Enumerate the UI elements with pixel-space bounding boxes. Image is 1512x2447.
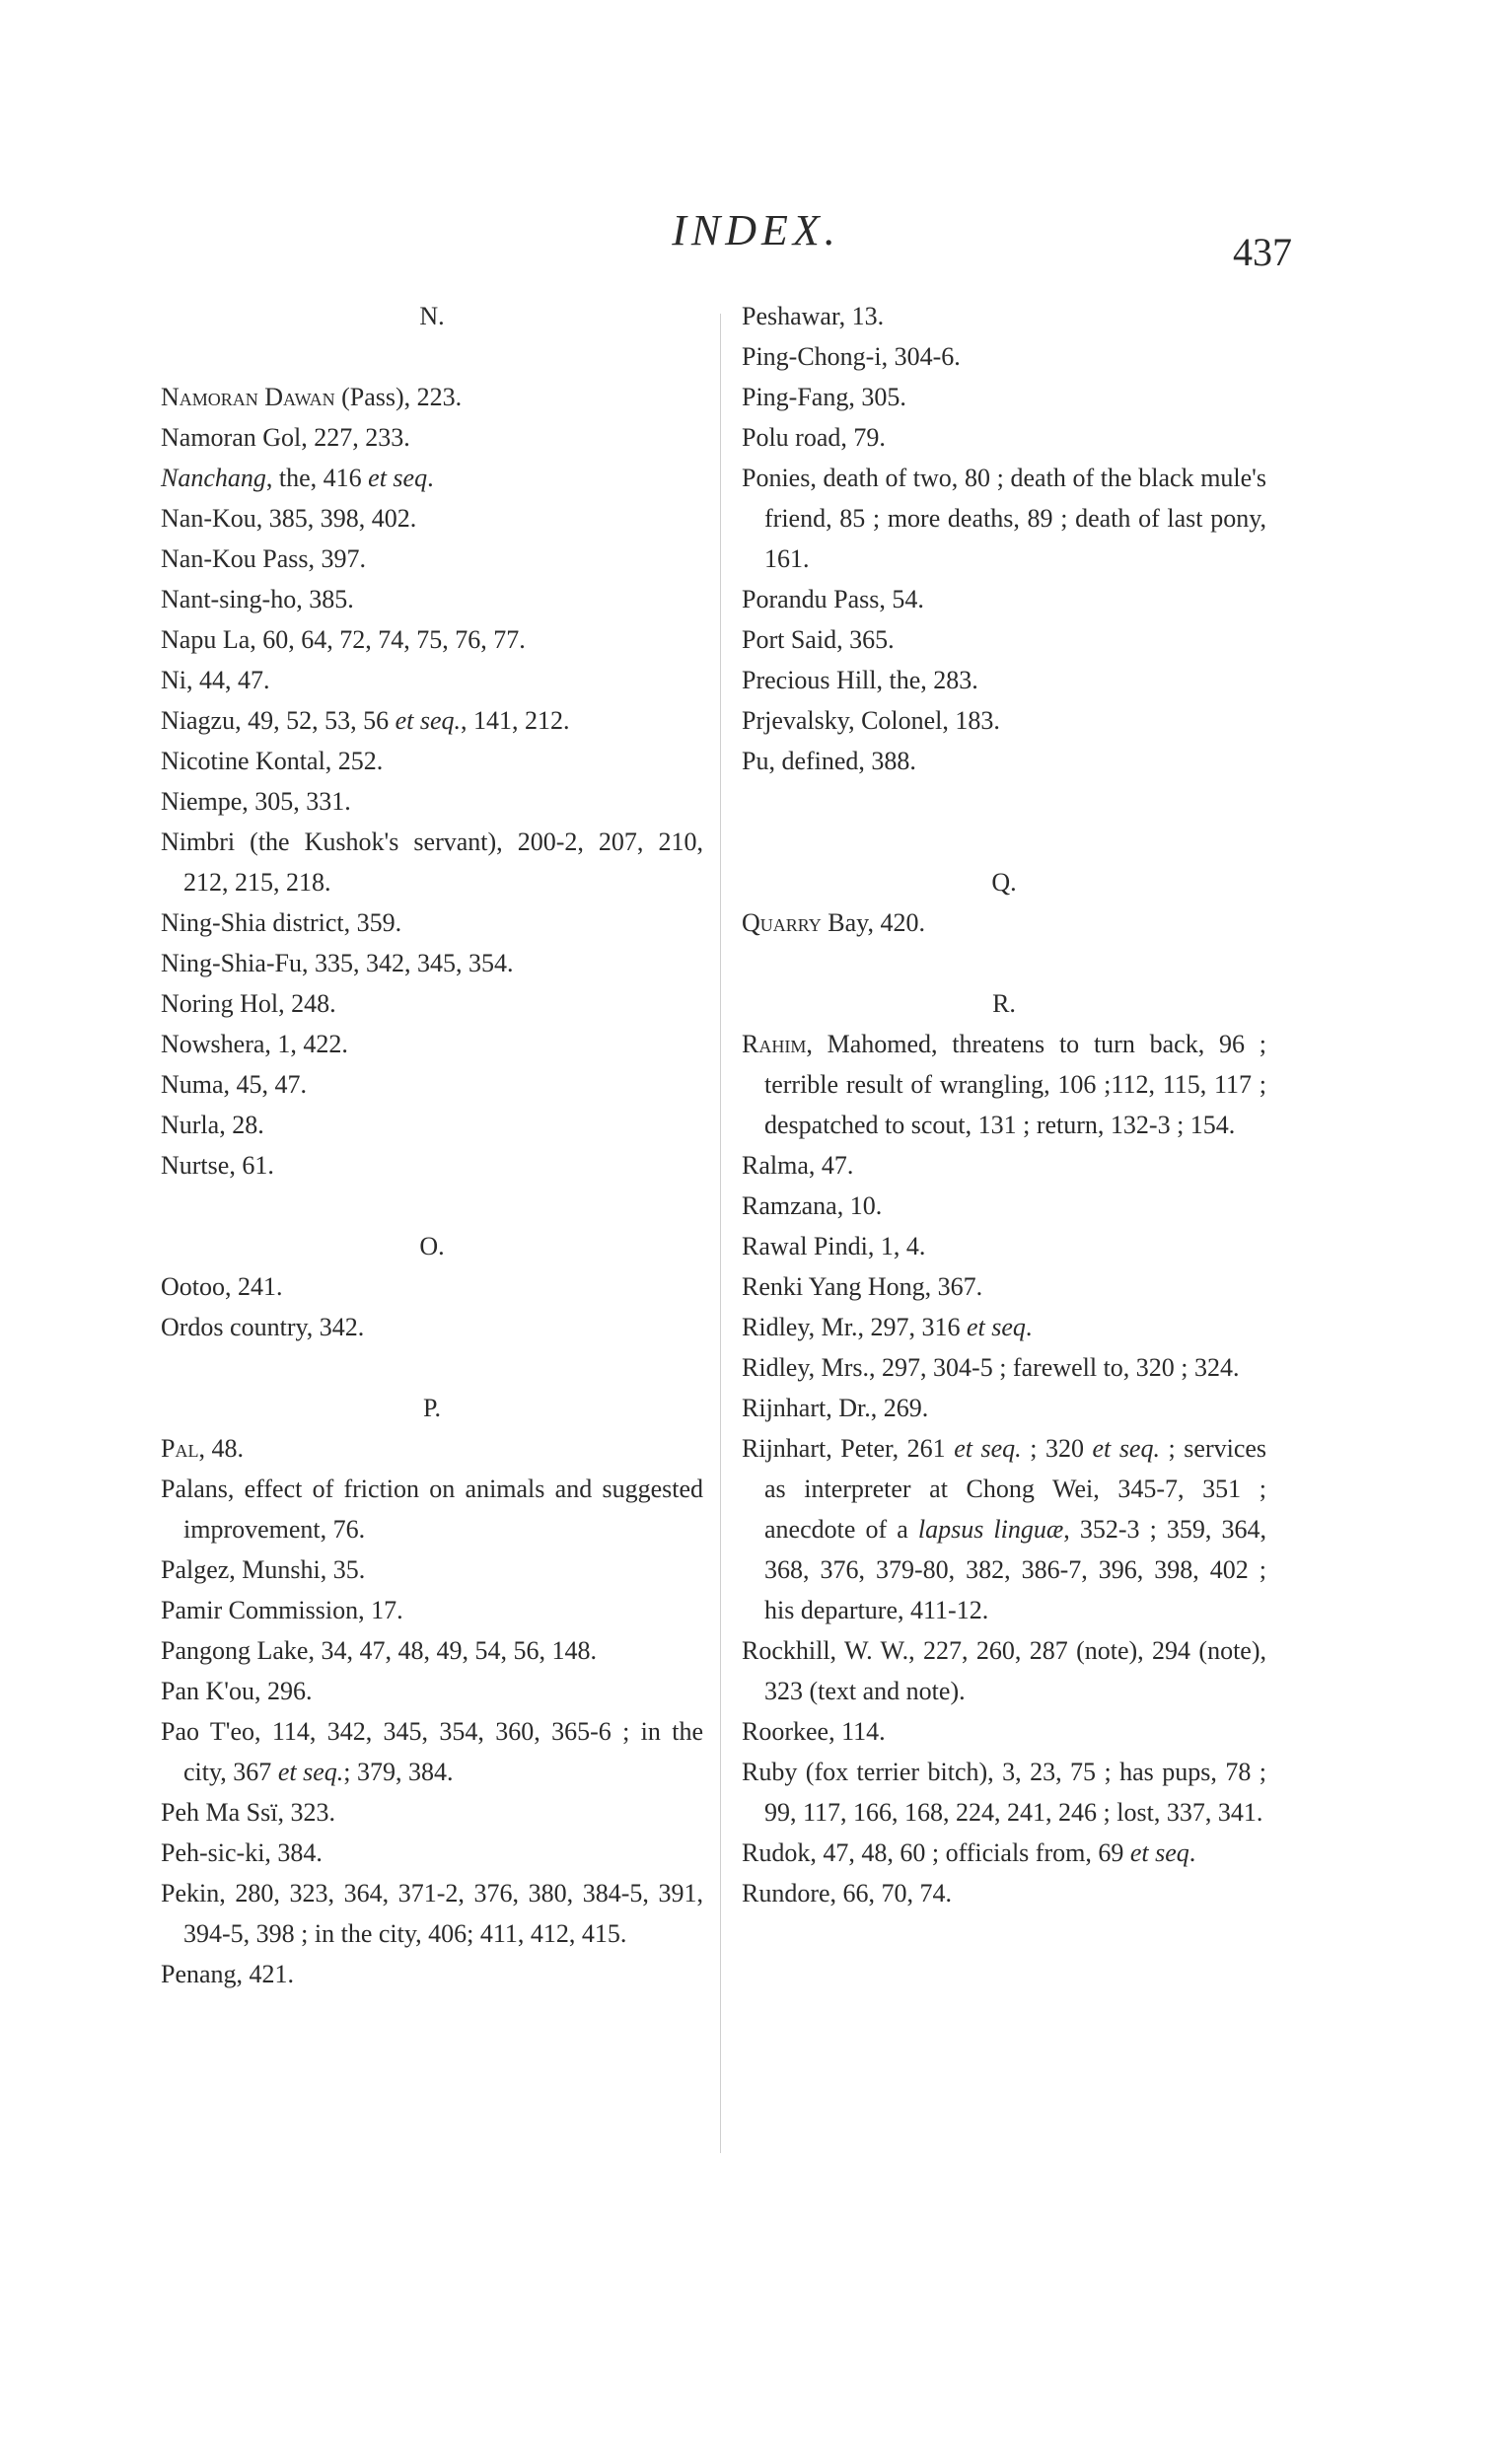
index-entry: Niagzu, 49, 52, 53, 56 et seq., 141, 212. [161, 706, 570, 735]
index-entry: Ridley, Mr., 297, 316 et seq. [742, 1313, 1033, 1341]
index-entry: Napu La, 60, 64, 72, 74, 75, 76, 77. [161, 625, 526, 654]
index-entry: Ridley, Mrs., 297, 304-5 ; farewell to, 320 ; 324. [742, 1353, 1240, 1382]
index-entry: Ping-Fang, 305. [742, 383, 906, 411]
index-entry: Ralma, 47. [742, 1151, 854, 1180]
index-entry: Nurtse, 61. [161, 1151, 274, 1180]
index-entry: Penang, 421. [161, 1960, 295, 1988]
index-entry: Rockhill, W. W., 227, 260, 287 (note), 294 (note), 323 (text and note). [742, 1636, 1266, 1705]
index-entry: Nanchang, the, 416 et seq. [161, 464, 434, 492]
left-column [161, 296, 703, 1994]
index-entry: Palgez, Munshi, 35. [161, 1555, 366, 1584]
right-column [742, 296, 1266, 1913]
section-heading-n: N. [419, 302, 445, 330]
index-entry: Pamir Commission, 17. [161, 1596, 403, 1624]
column-divider [720, 314, 721, 2153]
index-entry: Peh-sic-ki, 384. [161, 1838, 323, 1867]
index-entry: Peh Ma Ssï, 323. [161, 1798, 335, 1827]
index-entry: Quarry Bay, 420. [742, 908, 925, 937]
index-entry: Renki Yang Hong, 367. [742, 1272, 983, 1301]
index-entry: Nimbri (the Kushok's servant), 200-2, 207, 210, 212, 215, 218. [161, 828, 703, 897]
index-entry: Rijnhart, Peter, 261 et seq. ; 320 et seq. ; services as interpreter at Chong Wei, 345-7, 351 ; anecdote of a lapsus linguæ, 352-3 ; 359, 364, 368, 376, 379-80, 382, 386-7, 396, 398, 402 ; his departure, 411-12. [742, 1434, 1267, 1624]
index-entry: Rahim, Mahomed, threatens to turn back, 96 ; terrible result of wrangling, 106 ;112, 115, 117 ; despatched to scout, 131 ; return, 132-3 ; 154. [742, 1030, 1266, 1139]
page-number: 437 [1233, 230, 1292, 274]
index-entry: Ootoo, 241. [161, 1272, 283, 1301]
index-entry: Precious Hill, the, 283. [742, 666, 978, 694]
index-entry: Ning-Shia-Fu, 335, 342, 345, 354. [161, 949, 514, 977]
index-entry: Noring Hol, 248. [161, 989, 336, 1018]
index-entry: Niempe, 305, 331. [161, 787, 351, 816]
index-entry: Rudok, 47, 48, 60 ; officials from, 69 et seq. [742, 1838, 1196, 1867]
index-entry: Ning-Shia district, 359. [161, 908, 402, 937]
index-entry: Nowshera, 1, 422. [161, 1030, 348, 1058]
index-entry: Ni, 44, 47. [161, 666, 270, 694]
section-heading-q: Q. [991, 868, 1017, 897]
index-entry: Pao T'eo, 114, 342, 345, 354, 360, 365-6 ; in the city, 367 et seq.; 379, 384. [161, 1717, 703, 1786]
index-entry: Ramzana, 10. [742, 1191, 883, 1220]
index-entry: Palans, effect of friction on animals and suggested improvement, 76. [161, 1475, 703, 1544]
section-heading-r: R. [992, 989, 1016, 1018]
index-entry: Port Said, 365. [742, 625, 895, 654]
index-entry: Nant-sing-ho, 385. [161, 585, 354, 613]
index-entry: Nan-Kou Pass, 397. [161, 544, 366, 573]
index-entry: Ponies, death of two, 80 ; death of the black mule's friend, 85 ; more deaths, 89 ; death of last pony, 161. [742, 464, 1266, 573]
index-entry: Rundore, 66, 70, 74. [742, 1879, 953, 1907]
index-entry: Namoran Gol, 227, 233. [161, 423, 410, 452]
index-entry: Polu road, 79. [742, 423, 886, 452]
index-entry: Prjevalsky, Colonel, 183. [742, 706, 1000, 735]
index-entry: Nicotine Kontal, 252. [161, 747, 384, 775]
index-entry: Rawal Pindi, 1, 4. [742, 1232, 926, 1260]
page-title: INDEX. [672, 206, 840, 254]
index-entry: Peshawar, 13. [742, 302, 885, 330]
index-entry: Ping-Chong-i, 304-6. [742, 342, 961, 371]
index-entry: Nan-Kou, 385, 398, 402. [161, 504, 417, 533]
index-entry: Pu, defined, 388. [742, 747, 916, 775]
index-entry: Ruby (fox terrier bitch), 3, 23, 75 ; has pups, 78 ; 99, 117, 166, 168, 224, 241, 246 ; lost, 337, 341. [742, 1758, 1266, 1827]
index-entry: Pangong Lake, 34, 47, 48, 49, 54, 56, 148. [161, 1636, 597, 1665]
index-entry: Ordos country, 342. [161, 1313, 365, 1341]
index-entry: Roorkee, 114. [742, 1717, 886, 1746]
index-entry: Namoran Dawan (Pass), 223. [161, 383, 463, 411]
index-entry: Rijnhart, Dr., 269. [742, 1394, 929, 1422]
index-entry: Pan K'ou, 296. [161, 1677, 313, 1705]
section-heading-o: O. [419, 1232, 445, 1260]
index-entry: Pal, 48. [161, 1434, 244, 1463]
index-entry: Numa, 45, 47. [161, 1070, 308, 1099]
index-entry: Pekin, 280, 323, 364, 371-2, 376, 380, 384-5, 391, 394-5, 398 ; in the city, 406; 411, 412, 415. [161, 1879, 703, 1948]
section-heading-p: P. [422, 1394, 442, 1422]
index-entry: Porandu Pass, 54. [742, 585, 924, 613]
index-entry: Nurla, 28. [161, 1111, 264, 1139]
